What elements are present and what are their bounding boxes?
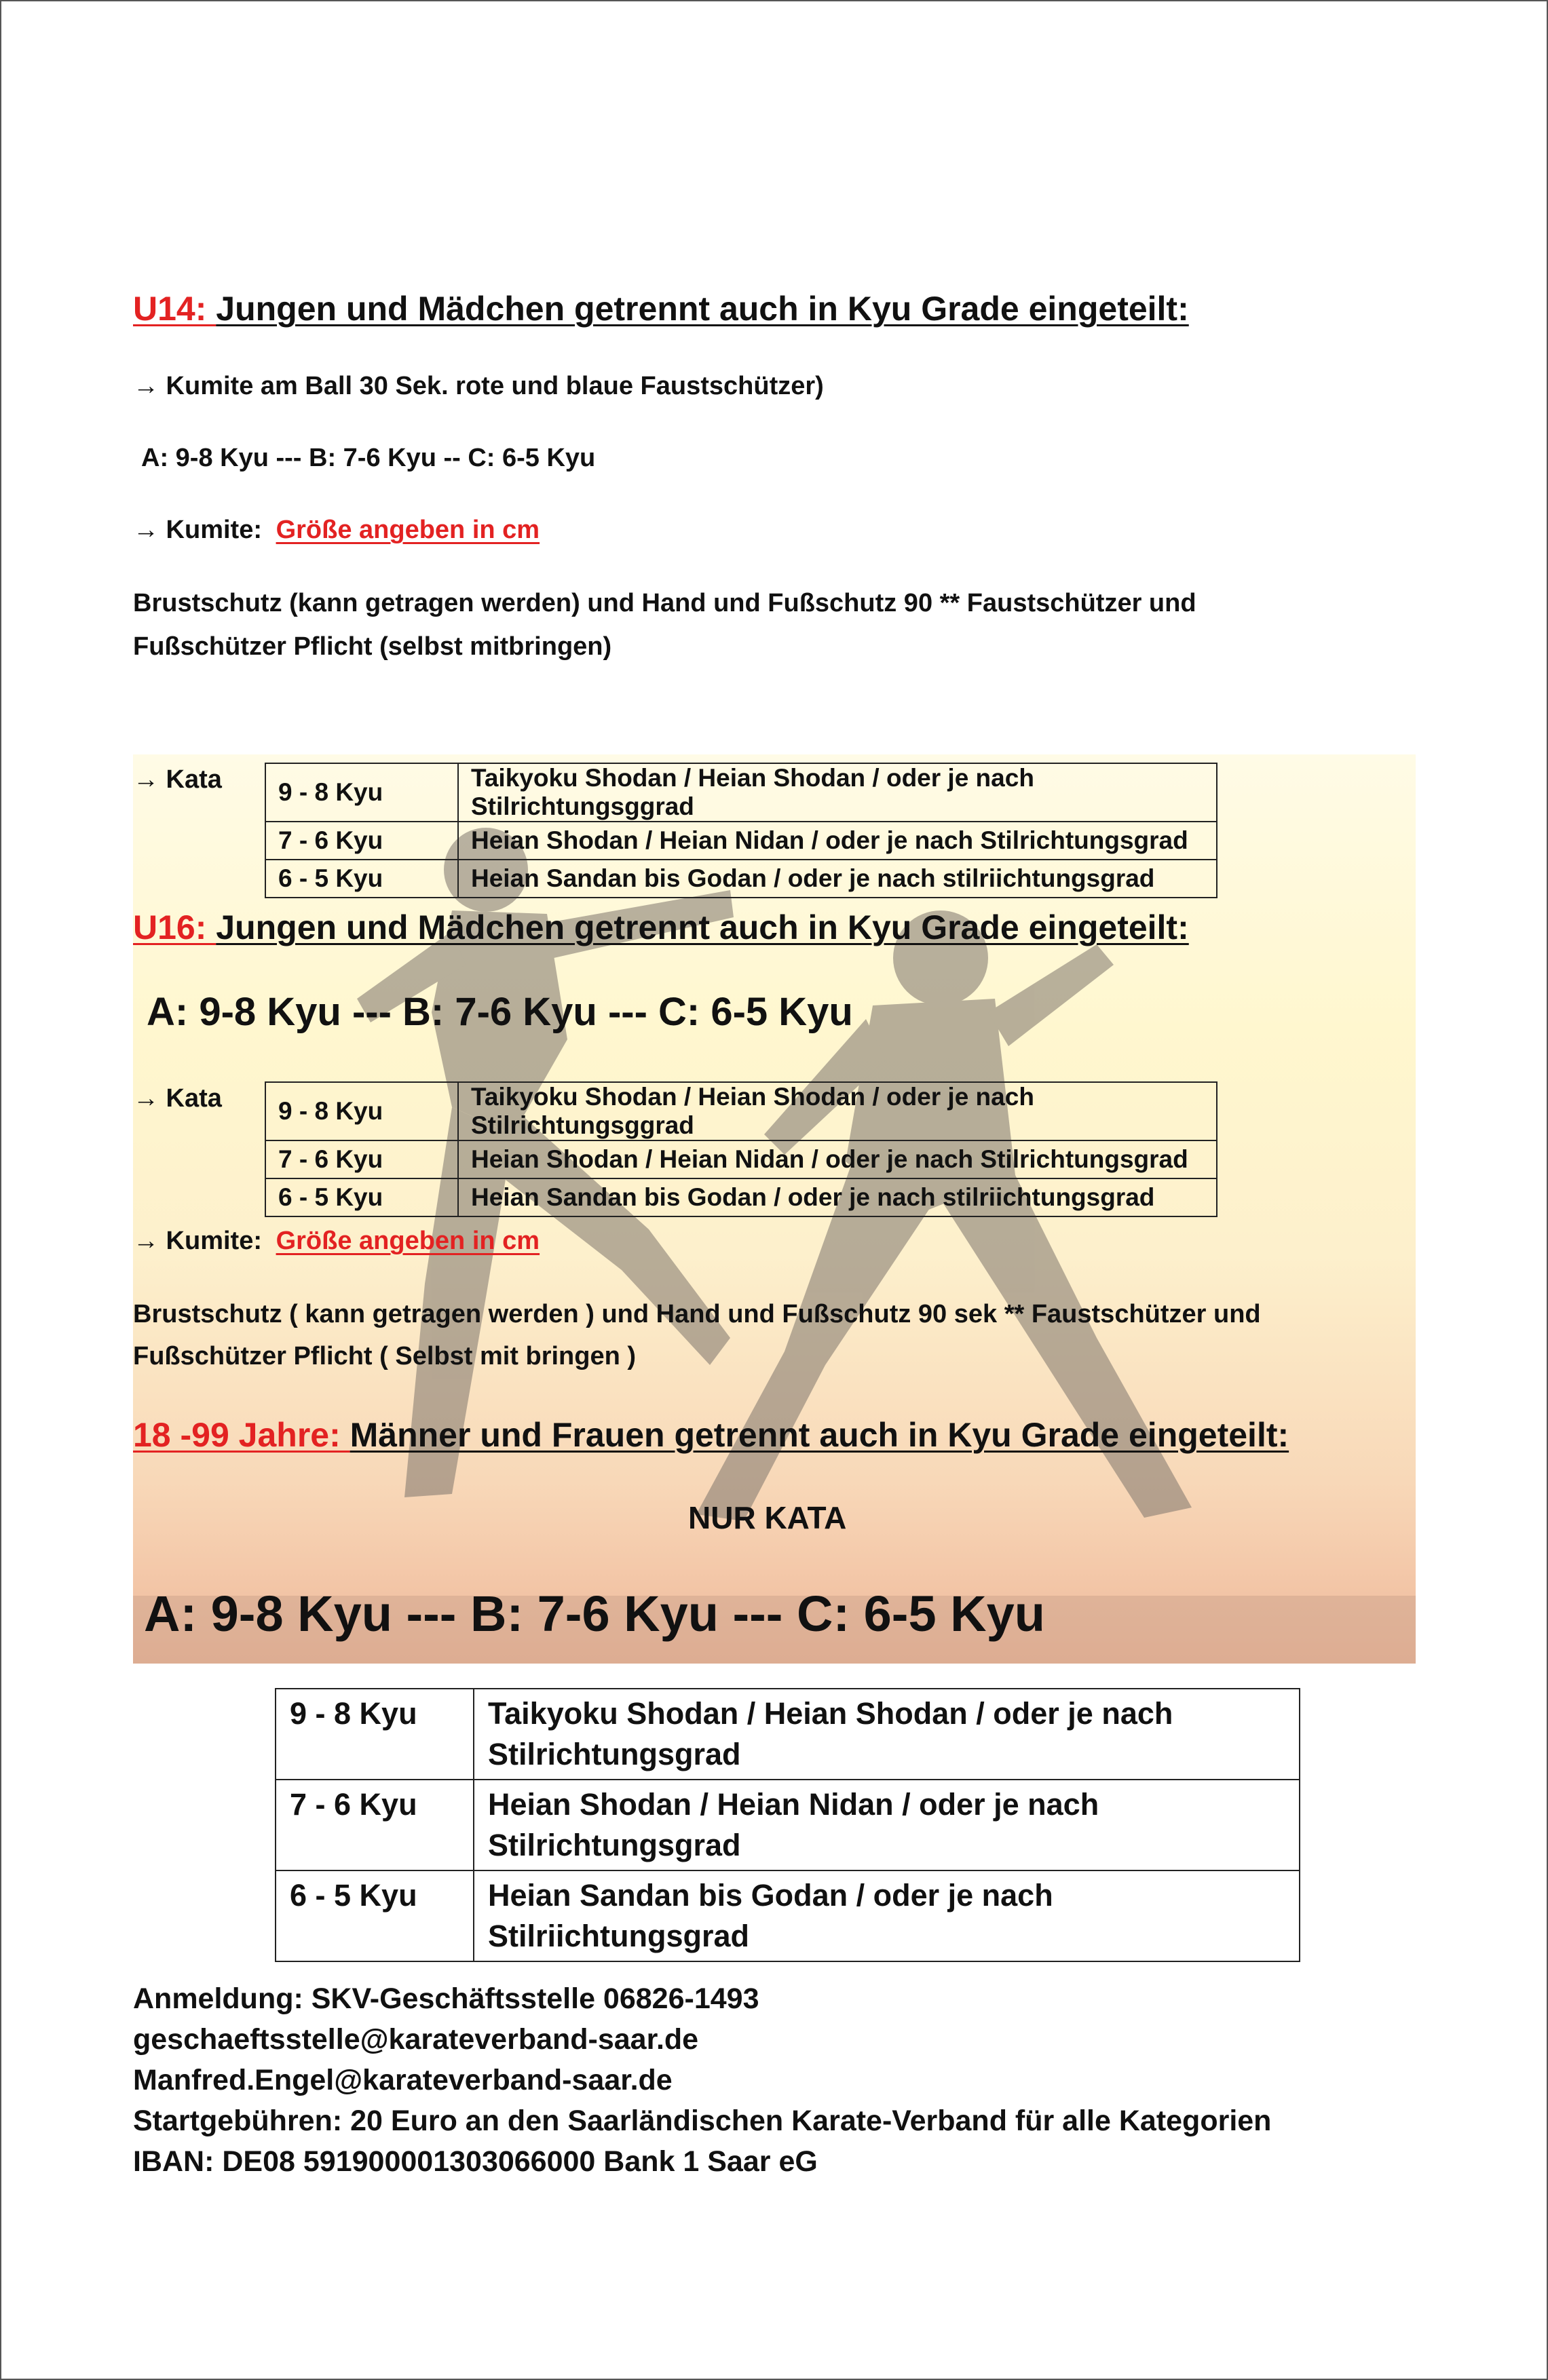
kata-desc-line2: Stilrichtungsgrad xyxy=(488,1828,741,1862)
kata-desc: Heian Sandan bis Godan / oder je nach stilriichtungsgrad xyxy=(458,1178,1217,1216)
adults-title: Männer und Frauen getrennt auch in Kyu Grade eingeteilt: xyxy=(350,1416,1289,1454)
u16-kumite-line xyxy=(133,1227,540,1256)
adults-label: 18 -99 Jahre: xyxy=(133,1416,350,1454)
u16-protection-line1: Brustschutz ( kann getragen werden ) und Hand und Fußschutz 90 sek ** Faustschützer und xyxy=(133,1300,1261,1328)
u14-protection-line2: Fußschützer Pflicht (selbst mitbringen) xyxy=(133,632,612,661)
kata-desc: Taikyoku Shodan / Heian Shodan / oder je nach Stilrichtungsggrad xyxy=(458,763,1217,822)
u14-kumite-line xyxy=(133,516,540,545)
kata-grade: 9 - 8 Kyu xyxy=(265,1082,458,1140)
kata-desc: Heian Shodan / Heian Nidan / oder je nach Stilrichtungsgrad xyxy=(458,822,1217,860)
table-row xyxy=(265,1082,1217,1140)
kata-grade: 7 - 6 Kyu xyxy=(265,822,458,860)
u14-kata-label: → Kata xyxy=(133,765,222,794)
adults-groups: A: 9-8 Kyu --- B: 7-6 Kyu --- C: 6-5 Kyu xyxy=(144,1586,1045,1642)
kata-grade: 6 - 5 Kyu xyxy=(276,1870,474,1961)
kata-desc-line2: Stilrichtungsgrad xyxy=(488,1737,741,1771)
u16-kata-table xyxy=(265,1081,1217,1217)
kata-grade: 9 - 8 Kyu xyxy=(265,763,458,822)
registration-info xyxy=(133,1978,1271,2182)
u16-kata-label: → Kata xyxy=(133,1084,222,1113)
nur-kata-label: NUR KATA xyxy=(688,1500,847,1535)
table-row xyxy=(265,1140,1217,1178)
table-row xyxy=(276,1870,1300,1961)
kata-desc-line1: Heian Shodan / Heian Nidan / oder je nach xyxy=(488,1787,1099,1822)
u14-kumite-ball: → Kumite am Ball 30 Sek. rote und blaue Faustschützer) xyxy=(133,372,824,400)
fees-line: Startgebühren: 20 Euro an den Saarländischen Karate-Verband für alle Kategorien xyxy=(133,2105,1272,2137)
u14-groups: A: 9-8 Kyu --- B: 7-6 Kyu -- C: 6-5 Kyu xyxy=(141,444,596,472)
table-row xyxy=(265,860,1217,898)
email-link-engel[interactable]: Manfred.Engel@karateverband-saar.de xyxy=(133,2064,673,2096)
u14-heading xyxy=(133,289,1189,328)
u16-protection-line2: Fußschützer Pflicht ( Selbst mit bringen ) xyxy=(133,1342,637,1370)
adults-heading xyxy=(133,1415,1289,1455)
kata-desc: Heian Shodan / Heian Nidan / oder je nach Stilrichtungsgrad xyxy=(458,1140,1217,1178)
kata-desc: Taikyoku Shodan / Heian Shodan / oder je nach Stilrichtungsggrad xyxy=(458,1082,1217,1140)
kata-desc xyxy=(474,1780,1300,1870)
kata-desc-line1: Heian Sandan bis Godan / oder je nach xyxy=(488,1878,1053,1913)
u16-kumite-size: Größe angeben in cm xyxy=(276,1227,540,1255)
u14-title: Jungen und Mädchen getrennt auch in Kyu Grade eingeteilt: xyxy=(216,290,1189,328)
u16-label: U16: xyxy=(133,908,216,946)
kata-desc: Heian Sandan bis Godan / oder je nach stilriichtungsgrad xyxy=(458,860,1217,898)
u16-heading xyxy=(133,908,1189,947)
table-row xyxy=(276,1780,1300,1870)
kata-grade: 6 - 5 Kyu xyxy=(265,860,458,898)
u16-title: Jungen und Mädchen getrennt auch in Kyu Grade eingeteilt: xyxy=(216,908,1189,946)
adults-kata-table xyxy=(275,1688,1300,1962)
u14-protection-line1: Brustschutz (kann getragen werden) und Hand und Fußschutz 90 ** Faustschützer und xyxy=(133,589,1196,617)
kata-grade: 7 - 6 Kyu xyxy=(265,1140,458,1178)
u14-kumite-label: → Kumite: xyxy=(133,516,262,544)
u14-kumite-size: Größe angeben in cm xyxy=(276,516,540,544)
kata-desc xyxy=(474,1689,1300,1780)
u14-label: U14: xyxy=(133,290,216,328)
kata-desc-line2: Stilriichtungsgrad xyxy=(488,1919,750,1953)
u16-kumite-label: → Kumite: xyxy=(133,1227,262,1255)
kata-grade: 7 - 6 Kyu xyxy=(276,1780,474,1870)
kata-grade: 6 - 5 Kyu xyxy=(265,1178,458,1216)
kata-desc xyxy=(474,1870,1300,1961)
u14-kata-table xyxy=(265,763,1217,898)
registration-line: Anmeldung: SKV-Geschäftsstelle 06826-1493 xyxy=(133,1982,759,2015)
iban-line: IBAN: DE08 591900001303066000 Bank 1 Saar eG xyxy=(133,2145,818,2178)
kata-grade: 9 - 8 Kyu xyxy=(276,1689,474,1780)
table-row xyxy=(265,763,1217,822)
email-link-office[interactable]: geschaeftsstelle@karateverband-saar.de xyxy=(133,2023,699,2056)
table-row xyxy=(265,822,1217,860)
u16-groups: A: 9-8 Kyu --- B: 7-6 Kyu --- C: 6-5 Kyu xyxy=(147,990,853,1034)
table-row xyxy=(276,1689,1300,1780)
kata-desc-line1: Taikyoku Shodan / Heian Shodan / oder je nach xyxy=(488,1696,1173,1731)
table-row xyxy=(265,1178,1217,1216)
